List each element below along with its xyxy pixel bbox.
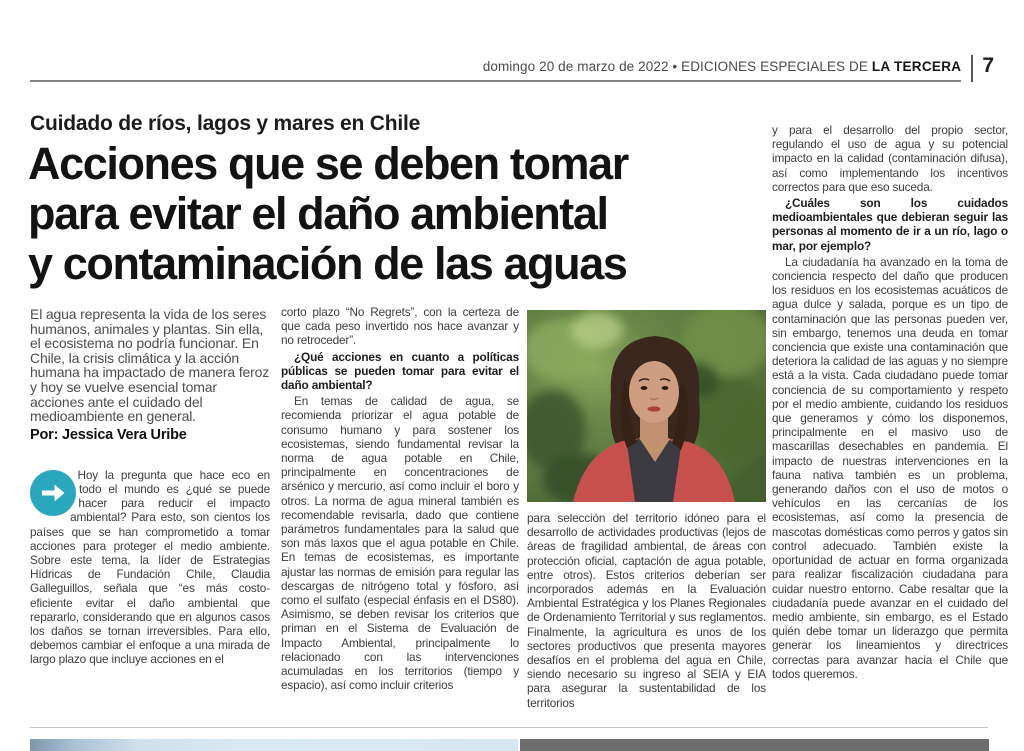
- page-number: 7: [982, 54, 994, 77]
- next-section-image-fragment: [30, 739, 518, 751]
- column-3: [527, 310, 766, 720]
- column-2: [281, 305, 519, 717]
- kicker: Cuidado de ríos, lagos y mares en Chile: [30, 112, 421, 135]
- paragraph: corto plazo “No Regrets”, con la certeza de que cada peso invertido nos hace avanzar y no retroceder”.: [281, 305, 519, 348]
- column-3-body: [527, 511, 766, 710]
- masthead: [30, 54, 994, 82]
- byline: Por: Jessica Vera Uribe: [30, 426, 187, 443]
- headline-line-1: Acciones que se deben tomar: [28, 138, 628, 189]
- paragraph: Hoy la pregunta que hace eco en todo el mundo es ¿qué se puede hacer para reducir el impacto ambiental? Para esto, son cientos los países que se han comprometido a tomar acciones para proteger el medio ambiente. Sobre este tema, la líder de Estrategias Hídricas de Fundación Chile, Claudia Galleguillos, señala que “es más costo-eficiente evitar el daño ambiental que repararlo, considerando que en algunos casos los daños se tornan irreversibles. Para ello, debemos cambiar el enfoque a una mirada de largo plazo que incluye acciones en el: [30, 467, 270, 667]
- newspaper-brand: LA TERCERA: [871, 59, 962, 74]
- edition-date: domingo 20 de marzo de 2022 • EDICIONES ESPECIALES DE: [482, 59, 872, 74]
- paragraph: para selección del territorio idóneo para el desarrollo de actividades productivas (lejos de áreas de fragilidad ambiental, de áreas con protección oficial, captación de agua potable, entre otros). Estos criterios deberían ser incorporados además en la Evaluación Ambiental Estratégica y los Planes Regionales de Ordenamiento Territorial y sus reglamentos. Finalmente, la agricultura es unos de los sectores productivos que presenta mayores desafíos en el problema del agua en Chile, siendo necesario su ingreso al SEIA y EIA para asegurar la sustentabilidad de los territorios: [527, 511, 766, 710]
- column-4: [772, 123, 1008, 723]
- next-section-bar: [520, 739, 989, 751]
- masthead-date-line: [30, 59, 961, 82]
- portrait-photo: [527, 310, 766, 502]
- masthead-divider: [971, 55, 973, 82]
- headline-line-3: y contaminación de las aguas: [28, 238, 627, 289]
- column-1-body: [30, 468, 270, 667]
- paragraph: En temas de calidad de agua, se recomienda priorizar el agua potable de consumo humano y para sostener los ecosistemas, siendo fundamental revisar la norma de agua potable en Chile, principalmente en concentraciones de arsénico y mercurio, así como incluir el boro y otros. La norma de agua mineral también es recomendable revisarla, dado que contiene parámetros fundamentales para la salud que son más laxos que el agua potable en Chile. En temas de ecosistemas, es importante ajustar las normas de emisión para regular las descargas de nitrógeno total y fósforo, así como el sulfato (especial énfasis en el DS80). Asimismo, se deben revisar los criterios que priman en el Sistema de Evaluación de Impacto Ambiental, principalmente lo relacionado con las intervenciones acumuladas en los territorios (tiempo y espacio), así como incluir criterios: [281, 394, 519, 693]
- next-section-photo-edge: [30, 739, 114, 751]
- arrow-right-icon: [30, 470, 76, 516]
- headline: [28, 139, 770, 289]
- paragraph: La ciudadanía ha avanzado en la toma de conciencia respecto del daño que producen los residuos en los ecosistemas acuáticos de agua dulce y salada, porque es un tipo de contaminación que las personas pueden ver, sin embargo, tenemos una deuda en tomar conciencia que existe una contaminación que deteriora la calidad de las aguas y no siempre está a la vista. Cada ciudadano puede tomar conciencia de su comportamiento y respeto por el medio ambiente, cuidando los residuos que generamos y cómo los disponemos, principalmente en el masivo uso de mascarillas desechables en pandemia. El impacto de nuestras intervenciones en la fauna nativa también es un problema, generando daños con el uso de motos o vehículos en las cercanías de los ecosistemas, así como la presencia de mascotas domésticas como perros y gatos sin control adecuado. También existe la oportunidad de actuar en forma organizada para realizar fiscalización ciudadana para cuidar nuestro entorno. Cabe resaltar que la ciudadanía puede avanzar en el cuidado del medio ambiente, sin embargo, es el Estado quién debe tomar un liderazgo que permita generar los lineamientos y directrices correctas para avanzar hacia el Chile que todos queremos.: [772, 254, 1008, 681]
- lead-paragraph: El agua representa la vida de los seres humanos, animales y plantas. Sin ella, el ecosistema no podría funcionar. En Chile, la crisis climática y la acción humana ha impactado de manera feroz y hoy se vuelve esencial tomar acciones ante el cuidado del medioambiente en general.: [30, 307, 270, 425]
- column-1: [30, 307, 270, 717]
- headline-line-2: para evitar el daño ambiental: [28, 188, 608, 239]
- footer-rule: [30, 727, 988, 728]
- paragraph: y para el desarrollo del propio sector, regulando el uso de agua y su potencial impacto en la calidad (contaminación difusa), así como implementando los incentivos correctos para que eso suceda.: [772, 123, 1008, 194]
- interview-question-1: ¿Qué acciones en cuanto a políticas públicas se pueden tomar para evitar el daño ambiental?: [281, 349, 519, 393]
- interview-question-2: ¿Cuáles son los cuidados medioambientales que debieran seguir las personas al momento de ir a un río, lago o mar, por ejemplo?: [772, 196, 1008, 253]
